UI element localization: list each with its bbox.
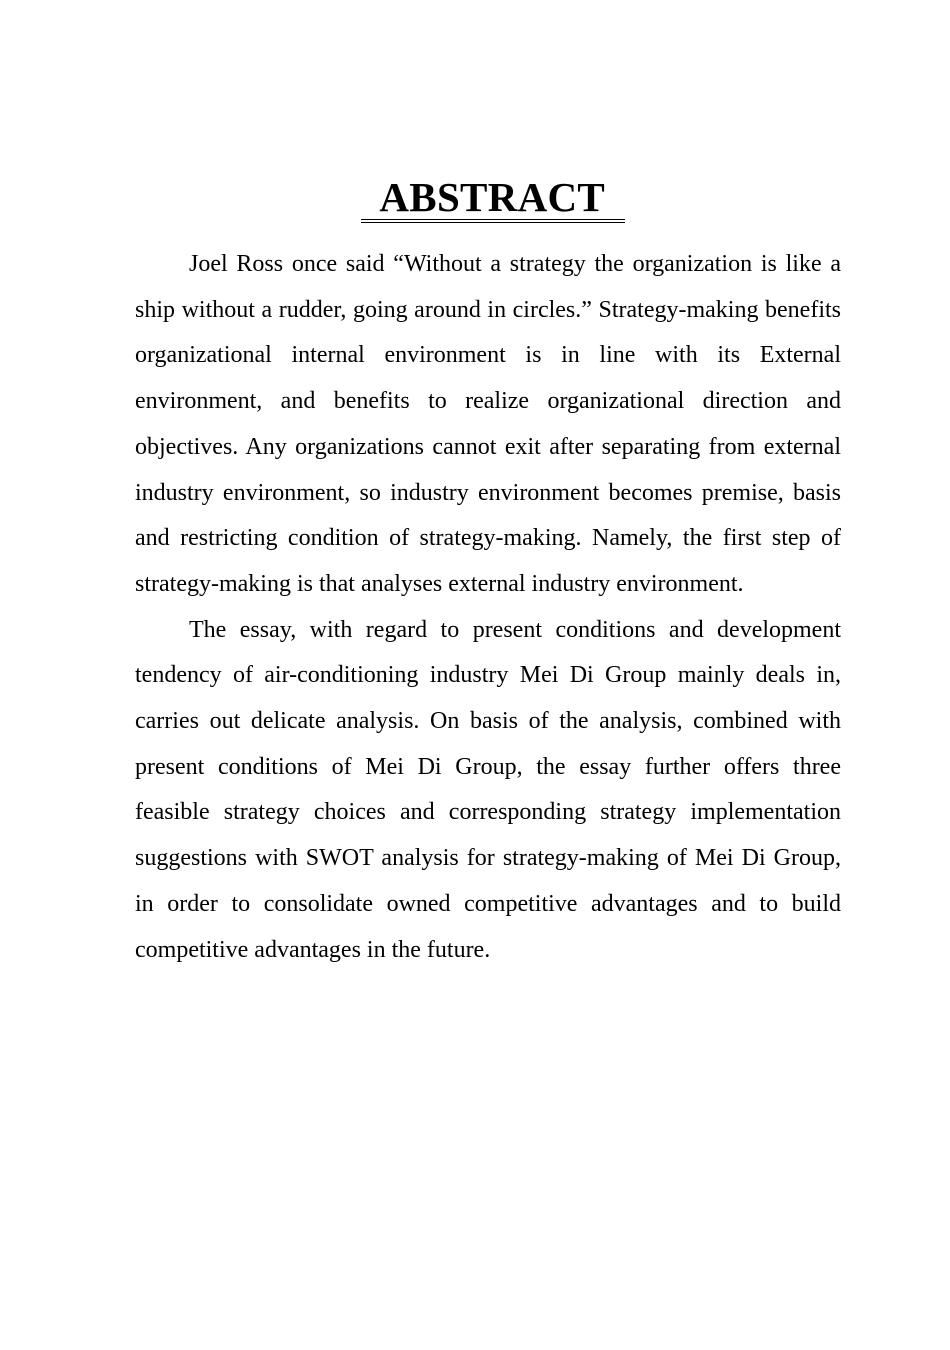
abstract-paragraph-1: Joel Ross once said “Without a strategy the organization is like a ship without a rudder, going around in circles.” Strategy-making benefits organizational internal environment is in line with its External environment, and benefits to realize organizational direction and objectives. Any organizations cannot exit after separating from external industry environment, so industry environment becomes premise, basis and restricting condition of strategy-making. Namely, the first step of strategy-making is that analyses external industry environment. — [135, 251, 841, 597]
abstract-title: ABSTRACT — [361, 175, 625, 223]
title-container — [0, 148, 950, 251]
abstract-body — [135, 242, 841, 973]
abstract-paragraph-2: The essay, with regard to present conditions and development tendency of air-conditioning industry Mei Di Group mainly deals in, carries out delicate analysis. On basis of the analysis, combined with present conditions of Mei Di Group, the essay further offers three feasible strategy choices and corresponding strategy implementation suggestions with SWOT analysis for strategy-making of Mei Di Group, in order to consolidate owned competitive advantages and to build competitive advantages in the future. — [135, 616, 841, 963]
